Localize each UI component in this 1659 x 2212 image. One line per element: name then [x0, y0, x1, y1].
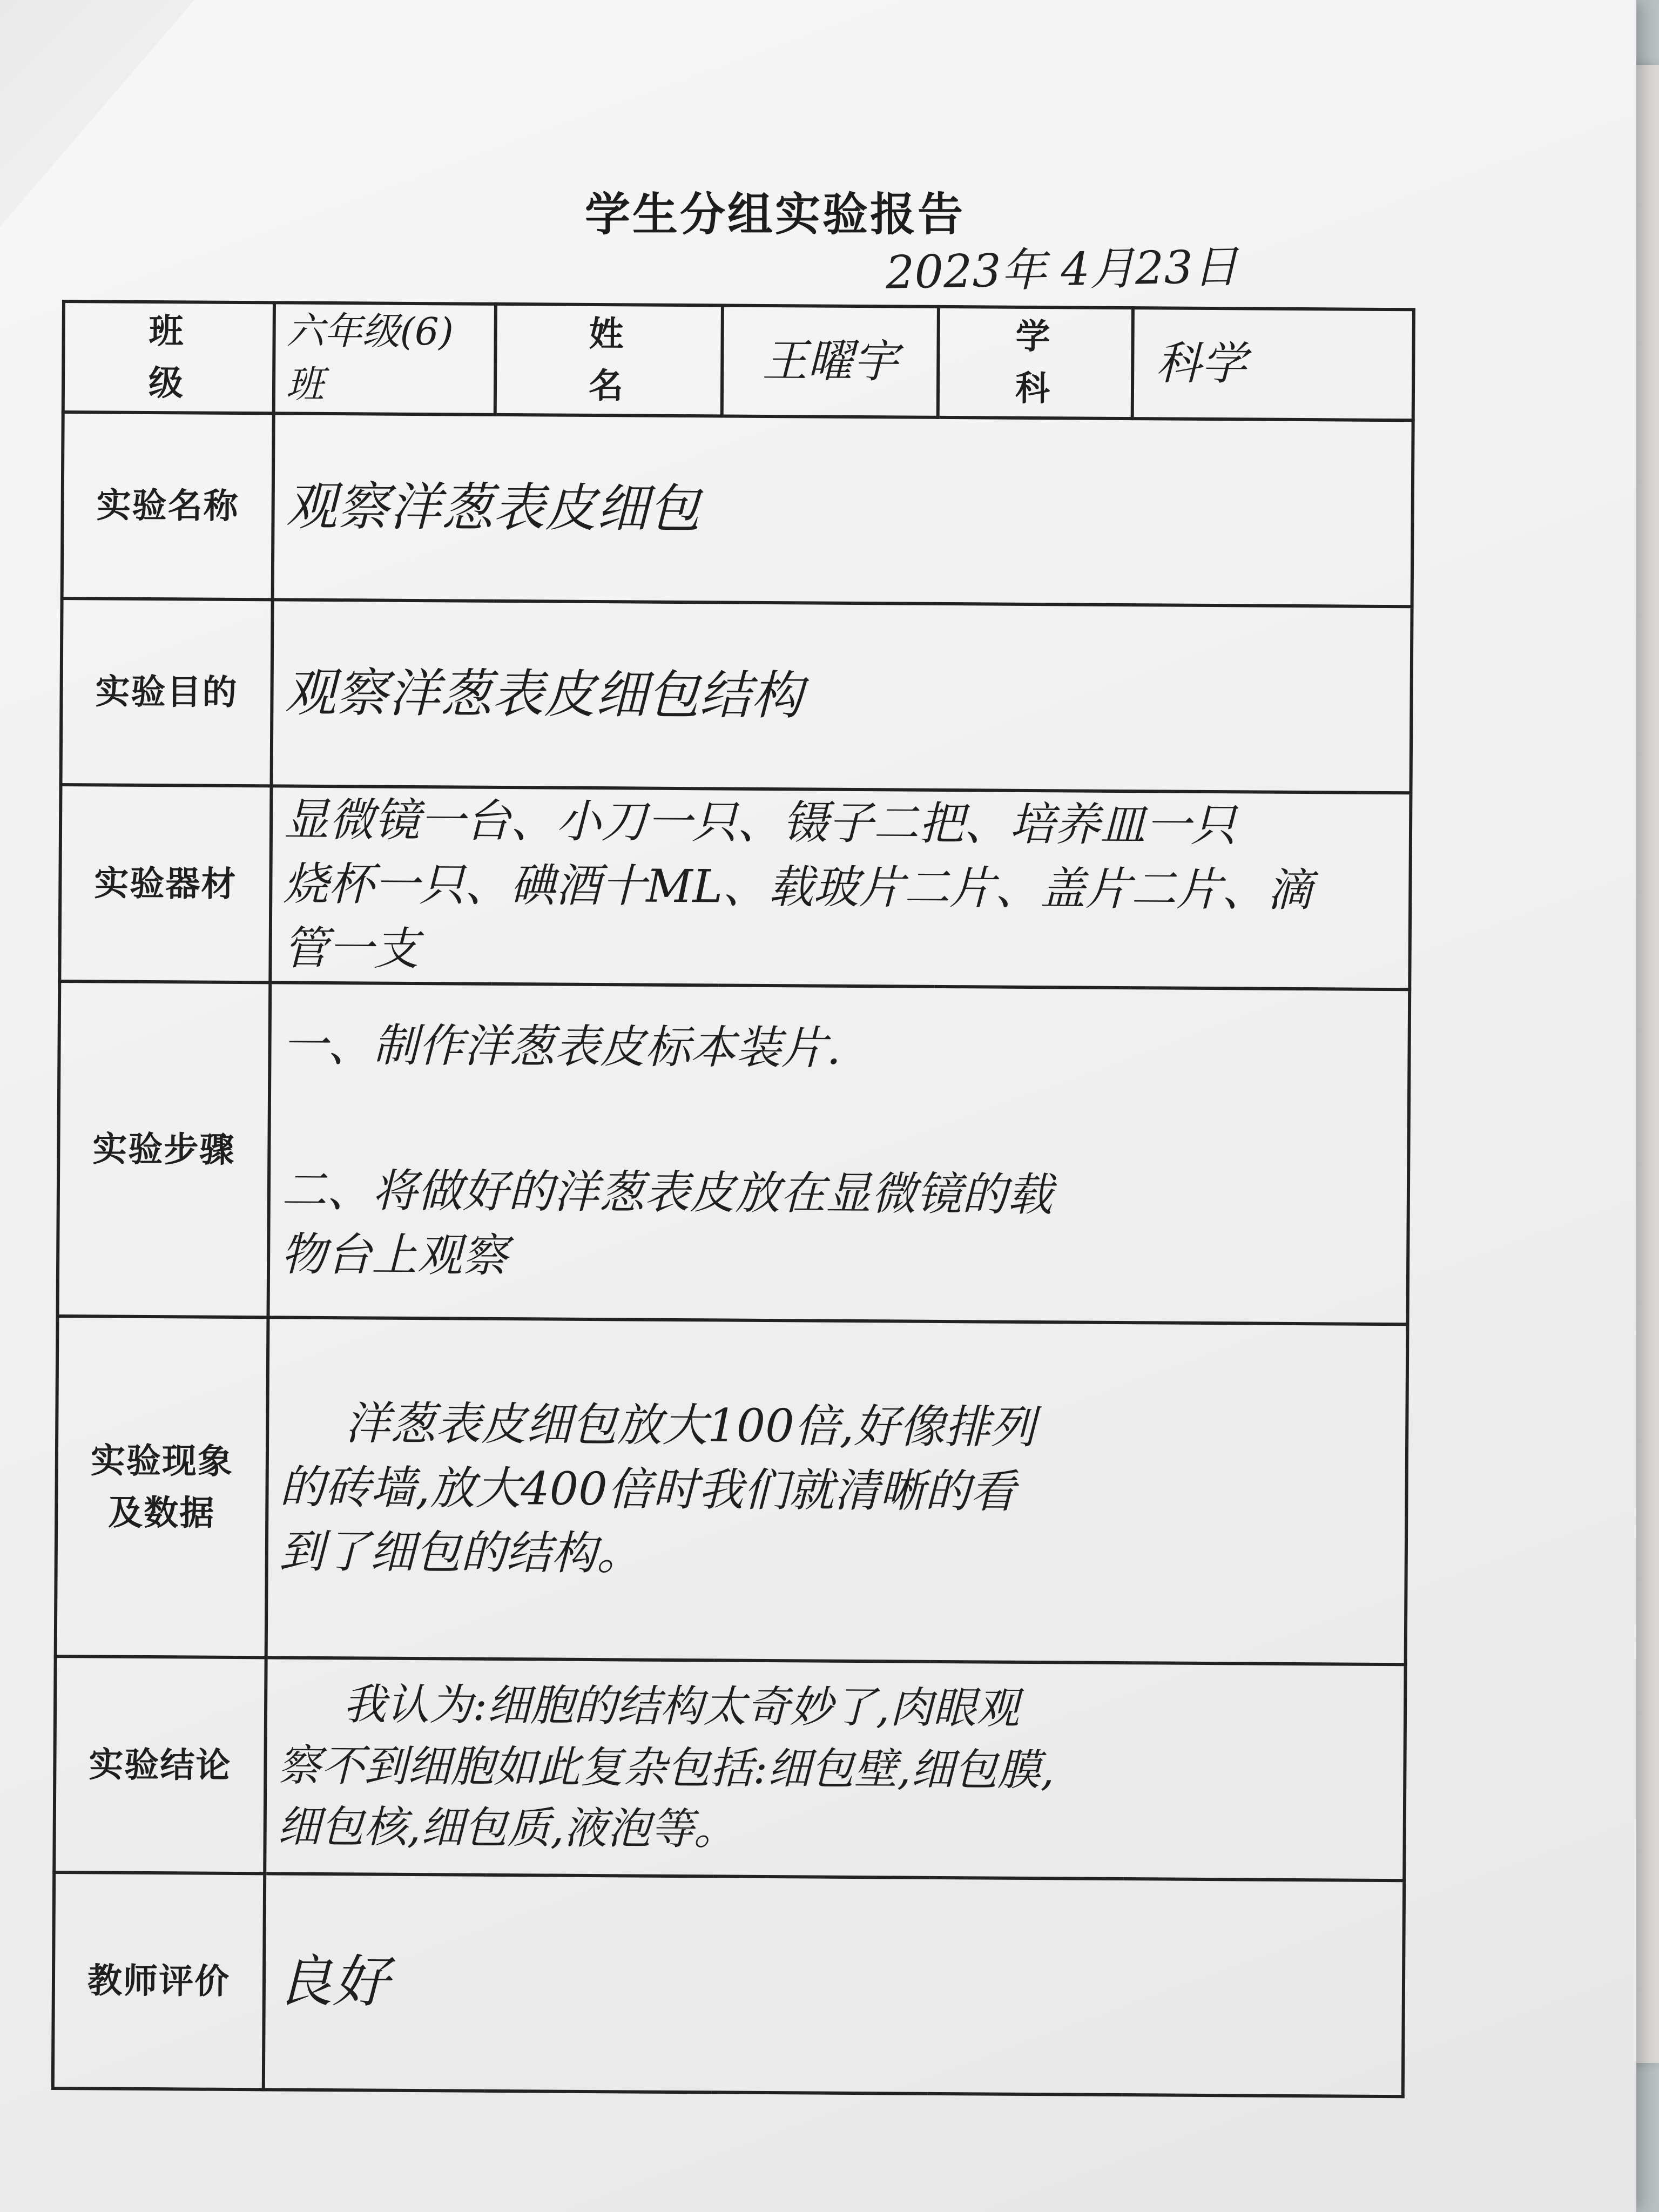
- equipment-line: 烧杯一只、碘酒十ML、载玻片二片、盖片二片、滴: [283, 857, 1313, 917]
- phenomena-line: 到了细包的结构。: [279, 1525, 643, 1580]
- experiment-name-value: 观察洋葱表皮细包: [273, 413, 1413, 606]
- report-table: [51, 300, 1415, 2098]
- name-value: 王曜宇: [722, 305, 939, 417]
- evaluation-value: 良好: [264, 1873, 1404, 2096]
- steps-label: 实验步骤: [58, 981, 271, 1317]
- class-value: 六年级(6)班: [274, 302, 496, 414]
- conclusion-line: 我认为:细胞的结构太奇妙了,肉眼观: [342, 1679, 1020, 1734]
- equipment-row: [59, 785, 1411, 989]
- report-date: 2023年 4月23日: [885, 240, 1239, 299]
- spacer: [281, 1077, 1397, 1165]
- evaluation-row: [53, 1872, 1404, 2096]
- conclusion-label: 实验结论: [54, 1656, 266, 1873]
- step-line: 一、制作洋葱表皮标本装片.: [282, 1018, 841, 1075]
- purpose-label: 实验目的: [61, 598, 273, 786]
- steps-text: [268, 982, 1410, 1324]
- experiment-name-row: [62, 412, 1413, 606]
- phenomena-row: [56, 1316, 1408, 1664]
- step-line: 物台上观察: [280, 1228, 508, 1283]
- phenomena-label: [56, 1316, 268, 1657]
- conclusion-row: [54, 1656, 1405, 1880]
- steps-row: [58, 981, 1410, 1324]
- phenomena-label-line: 实验现象: [90, 1440, 234, 1481]
- equipment-label: 实验器材: [59, 785, 271, 982]
- step-line: 二、将做好的洋葱表皮放在显微镜的载: [281, 1163, 1053, 1222]
- subject-value: 科学: [1132, 308, 1414, 420]
- phenomena-line: 洋葱表皮细包放大100倍,好像排列: [345, 1396, 1036, 1454]
- conclusion-line: 细包核,细包质,液泡等。: [277, 1801, 737, 1855]
- purpose-value: 观察洋葱表皮细包结构: [272, 599, 1412, 793]
- evaluation-label: 教师评价: [53, 1872, 265, 2089]
- experiment-name-label: 实验名称: [62, 412, 274, 599]
- conclusion-text: [265, 1657, 1405, 1880]
- phenomena-text: [266, 1317, 1408, 1664]
- info-row: [63, 301, 1414, 420]
- class-label: 班 级: [63, 301, 274, 413]
- equipment-line: 显微镜一台、小刀一只、镊子二把、培养皿一只: [283, 793, 1237, 852]
- report-title: 学生分组实验报告: [584, 189, 965, 240]
- equipment-line: 管一支: [282, 921, 419, 976]
- purpose-row: [61, 598, 1412, 793]
- phenomena-line: 的砖墙,放大400倍时我们就清晰的看: [279, 1460, 1016, 1518]
- phenomena-label-line: 及数据: [108, 1493, 215, 1533]
- equipment-text: [270, 786, 1411, 989]
- name-label: 姓 名: [495, 304, 723, 416]
- conclusion-line: 察不到细胞如此复杂包括:细包壁,细包膜,: [278, 1740, 1055, 1796]
- subject-label: 学 科: [938, 307, 1133, 419]
